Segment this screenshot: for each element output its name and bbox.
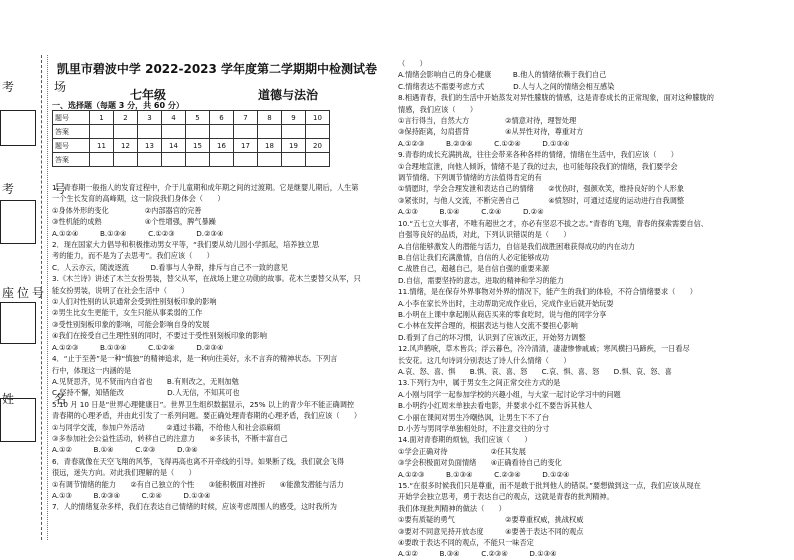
answer-cell[interactable] (282, 153, 306, 167)
question-line: ①人们对性别的认识通常会受到性别刻板印象的影响 (52, 297, 217, 307)
question-line: B.小明约小红周末单独去看电影，并要求小红不要告诉其他人 (398, 401, 593, 411)
question-line: C.小丽在课间对男生冷嘲热讽，让男生下不了台 (398, 412, 550, 422)
answer-table (52, 110, 330, 167)
answer-cell[interactable] (90, 125, 114, 139)
question-line: 青春期的心理矛盾，并由此引发了一系列问题。要正确处理青春期的心理矛盾，我们应该（ ） (52, 411, 362, 421)
question-number-cell: 15 (186, 139, 210, 153)
question-line: 10.“五七立大事者，不唯有超世之才，亦必有坚忍不拔之志。”青春的飞翔，青春的探索需要自信、 (398, 218, 708, 228)
answer-cell[interactable] (306, 125, 330, 139)
question-line: B.小明在上课中拿起刚从商店买来的零食吃时，说与他的同学分享 (398, 309, 607, 319)
question-line: ①言行得当，自然大方 ②情意对待，理智处理 (398, 116, 577, 126)
question-line: C．人云亦云，随波逐流 D.看事与人争辩，排斥与自己不一致的意见 (52, 262, 288, 272)
question-number-cell: 1 (90, 111, 114, 125)
answer-cell[interactable] (138, 153, 162, 167)
question-number-cell: 5 (186, 111, 210, 125)
question-line: 很远，迷失方向。对此我们理解的是（ ） (52, 468, 196, 478)
question-line: C.坚持不懈，知错能改 D.人无信，不知其可也 (52, 388, 240, 398)
question-number-cell: 题号 (53, 139, 90, 153)
exam-room-label: 考 场 (2, 80, 81, 94)
right-questions (398, 58, 714, 560)
question-line: ①有调节情绪的能力 ②有自己独立的个性 ③能积极面对挫折 ④能激发潜能与活力 (52, 479, 344, 489)
question-number-cell: 11 (90, 139, 114, 153)
answer-cell[interactable] (258, 153, 282, 167)
question-line: A.自信能够激发人的潜能与活力，自信是我们战胜困难获得成功的内在动力 (398, 241, 636, 251)
question-line: ③受性别刻板印象的影响，可能会影响自身的发展 (52, 319, 210, 329)
question-number-cell: 9 (282, 111, 306, 125)
question-line: ③多参加社会公益性活动，转移自己的注意力 ④多读书，不断丰富自己 (52, 433, 288, 443)
seat-number-box[interactable] (0, 302, 36, 344)
question-number-cell: 4 (162, 111, 186, 125)
question-line: 3.《木兰诗》讲述了木兰女扮男装，替父从军，在战场上建立功勋的故事。花木兰要替父从军，只 (52, 274, 361, 284)
question-line: 行中，体现这一内涵的是 (52, 365, 132, 375)
question-line: ①学会正确对待 ②任其发展 (398, 446, 526, 456)
question-line: A.小刚与同学一起参加学校的兴趣小组，与大家一起讨论学习中的问题 (398, 389, 621, 399)
question-number-cell: 17 (234, 139, 258, 153)
question-line: ②男生比女生更能干，女生只能从事柔弱的工作 (52, 308, 203, 318)
question-line: C.战胜自己，超越自己，是自信自强的重要来源 (398, 264, 550, 274)
question-line: A.①③ B.①④ C.②④ D.②④ (398, 207, 544, 217)
question-number-cell: 16 (210, 139, 234, 153)
question-line: 自强等良好的品质，对此，下列认识错误的是（ ） (398, 230, 571, 240)
answer-cell[interactable] (210, 153, 234, 167)
name-box[interactable] (0, 398, 36, 442)
question-line: A.哀、怒、喜、惧 B.惧、哀、喜、怒 C.哀、惧、喜、怒 D.惧、哀、怒、喜 (398, 366, 672, 376)
question-line: 调节情绪。下列调节情绪的方法值得肯定的有 (398, 173, 542, 183)
answer-cell[interactable] (258, 125, 282, 139)
question-number-cell: 19 (282, 139, 306, 153)
question-line: 14.面对青春期的烦恼，我们应该（ ） (398, 435, 532, 445)
question-line: 7．人的情绪复杂多样，我们在表达自己情绪的时候，应该考虑周围人的感受，这时我所为 (52, 502, 337, 512)
question-number-cell: 8 (258, 111, 282, 125)
question-number-cell: 20 (306, 139, 330, 153)
subject-label: 道德与法治 (258, 88, 319, 102)
grade-label: 七年级 (130, 88, 167, 102)
question-line: 一个生长发育的高峰期，这一阶段我们身体会（ ） (52, 194, 225, 204)
question-number-cell: 3 (138, 111, 162, 125)
question-line: 能女扮男装，说明了在社会生活中（ ） (52, 285, 189, 295)
question-line: A.①② B.③④ C.②③④ D.①③④ (398, 549, 557, 559)
question-line: 6．青春就像在天空飞翔的风筝，飞得再高也离不开牵线的引导。如果断了线，我们就会飞得 (52, 456, 345, 466)
exam-title: 凯里市碧波中学 2022-2023 学年度第二学期期中检测试卷 (56, 62, 378, 76)
question-line: A.见贤思齐，见不贤而内自省也 B.有则改之，无则加勉 (52, 376, 239, 386)
answer-cell[interactable] (234, 125, 258, 139)
question-number-cell: 18 (258, 139, 282, 153)
question-line: 开始学会独立思考，勇于表达自己的观点，这就是青春的批判精神。 (398, 492, 614, 502)
question-line: A.①②③ B.①③④ C.①②④ D.②③④ (52, 342, 224, 352)
answer-cell[interactable] (162, 153, 186, 167)
question-line: ③要对不同意见持开放态度 ④要善于表达不同的观点 (398, 526, 584, 536)
question-line: A.情绪会影响自己的身心健康 B.他人的情绪依赖于我们自己 (398, 70, 607, 80)
question-line: C.小林在发挥合理的，根据表达与他人交流不要担心影响 (398, 321, 578, 331)
question-line: ①要有质疑的勇气 ②要尊重权威，挑战权威 (398, 515, 584, 525)
question-line: D.小芳与男同学单独相处时，不注意交往的分寸 (398, 424, 550, 433)
question-line: ③性机能的成熟 ④个性增强，脾气暴躁 (52, 217, 216, 227)
exam-number-label: 考 号 (2, 182, 81, 196)
answer-cell[interactable] (234, 153, 258, 167)
question-line: A.①② B.①④ C.②③ D.③④ (52, 445, 198, 455)
question-line: 情感，我们应该（ ） (398, 104, 478, 114)
answer-cell[interactable] (138, 125, 162, 139)
question-number-cell: 2 (114, 111, 138, 125)
question-line: ④我们在接受自己生理性别的同时，不要过于受性别刻板印象的影响 (52, 331, 267, 341)
question-line: 考的能力，而不是为了去思考”。我们应该（ ） (52, 251, 214, 261)
question-line: 2．现在国家大力倡导和积极推动男女平等，“我们要从幼儿园小学抓起，培养独立思 (52, 240, 320, 250)
question-number-cell: 10 (306, 111, 330, 125)
answer-cell[interactable] (114, 125, 138, 139)
question-line: A.①②③ B.②③④ C.①②④ D.①③④ (398, 138, 570, 148)
question-line: ③保持距离，勾肩搭背 ④从异性对待，尊重对方 (398, 127, 584, 137)
question-line: 9.青春的成长充满挑战，往往会带来各种各样的情绪，情绪在生活中，我们应该（ ） (398, 150, 678, 160)
question-line: ①与同学交流，参加户外活动 ②通过书籍，不给他人和社会添麻烦 (52, 422, 281, 432)
question-number-cell: 7 (234, 111, 258, 125)
answer-cell[interactable] (186, 125, 210, 139)
name-label: 姓 名 (2, 392, 81, 406)
question-line: D.看到了自己的坏习惯，认识到了应该改正，开始努力调整 (398, 332, 586, 342)
question-line: ③紧张时，与他人交流，不断完善自己 ④愤怒时，可通过适度的运动进行自我调整 (398, 195, 685, 205)
question-line: ④要敢于表达不同的观点，不能只一味否定 (398, 538, 534, 548)
question-line: ①合理地宣泄，向他人倾诉，情绪不是了我的过去，也可能每段我们的情绪，我们要学会 (398, 161, 678, 171)
left-questions (52, 182, 361, 513)
question-line: ①情愿时，学会合理发泄和表达自己的情绪 ②忧伤时，强颜欢笑，维持良好的个人形象 (398, 184, 685, 194)
question-line: C.情绪表达不需要考虑方式 D.人与人之间的情绪会相互感染 (398, 81, 615, 91)
answer-cell[interactable] (186, 153, 210, 167)
question-line: 5.10 月 10 日是“世界心理健康日”。世界卫生组织数据显示，25% 以上的青少年不能正确调控 (52, 399, 355, 409)
question-line: 12.风声鹤唳，草木皆兵；浮云暮色，冷冷清清，凄凄惨惨戚戚；寒风横扫马蹄疾，一日看尽 (398, 344, 690, 354)
question-line: ③学会积极面对负面情绪 ④正确看待自己的变化 (398, 458, 562, 468)
question-line: A.①③ B.②③④ C.②④ D.①③④ (52, 490, 211, 500)
question-number-cell: 12 (114, 139, 138, 153)
question-line: 长安花。这几句诗词分别表达了诗人什么情绪（ ） (398, 355, 571, 365)
question-line: 15.“在很多时候我们只是尊重，而不是敢于批判他人的错误。”要想做到这一点，我们应该从现在 (398, 481, 701, 491)
question-line: 我们体现批判精神的做法（ ） (398, 503, 506, 513)
binding-line (47, 55, 48, 540)
question-number-cell: 6 (210, 111, 234, 125)
question-line: 11.情绪，是在保存外界事物对外界的情况下，能产生的我们的体验，不符合情绪要求（ ） (398, 287, 697, 297)
question-line: A.①②④ B.①③④ C.①②③ D.②③④ (52, 228, 224, 238)
question-line: A.小李在家长外出时，主动帮助完成作业后，完成作业后就开始玩耍 (398, 298, 614, 308)
question-line: B.自信让我们充满激情，自信的人必定能够成功 (398, 252, 549, 262)
exam-number-box[interactable] (0, 200, 36, 244)
answer-cell[interactable] (162, 125, 186, 139)
cut-line (41, 55, 42, 540)
answer-cell: 答案 (53, 153, 90, 167)
question-number-cell: 题号 (53, 111, 90, 125)
exam-room-box[interactable] (0, 110, 36, 146)
answer-cell[interactable] (282, 125, 306, 139)
seat-number-label: 座位号 (2, 286, 48, 300)
question-number-cell: 13 (138, 139, 162, 153)
answer-cell[interactable] (306, 153, 330, 167)
question-line: 4．“止于至善”是一种“慎独”的精神追求，是一种向往美好，永不言弃的精神状态。下列言 (52, 354, 338, 364)
answer-cell[interactable] (90, 153, 114, 167)
question-line: 1．青春期一般指人的发育过程中，介于儿童期和成年期之间的过渡期。它是继婴儿期后，人生第 (52, 183, 359, 192)
answer-cell: 答案 (53, 125, 90, 139)
question-line: A.①②③ B.①③④ C.②③④ D.①②④ (398, 469, 570, 479)
question-number-cell: 14 (162, 139, 186, 153)
section-heading: 一、选择题（每题 3 分，共 60 分） (52, 101, 184, 110)
question-line: （ ） (398, 59, 427, 68)
question-line: D.自信，需要坚持的意志，进取的精神和学习的能力 (398, 275, 564, 285)
question-line: 13.下列行为中，属于男女生之间正常交往方式的是 (398, 378, 561, 388)
question-line: 8.相遇青春，我们的生活中开始蒸发对异性朦胧的情感，这是青春成长的正常现象，面对这种朦胧的 (398, 93, 714, 103)
question-line: ①身体外形的变化 ②内部器官的完善 (52, 205, 202, 215)
answer-cell[interactable] (210, 125, 234, 139)
answer-cell[interactable] (114, 153, 138, 167)
